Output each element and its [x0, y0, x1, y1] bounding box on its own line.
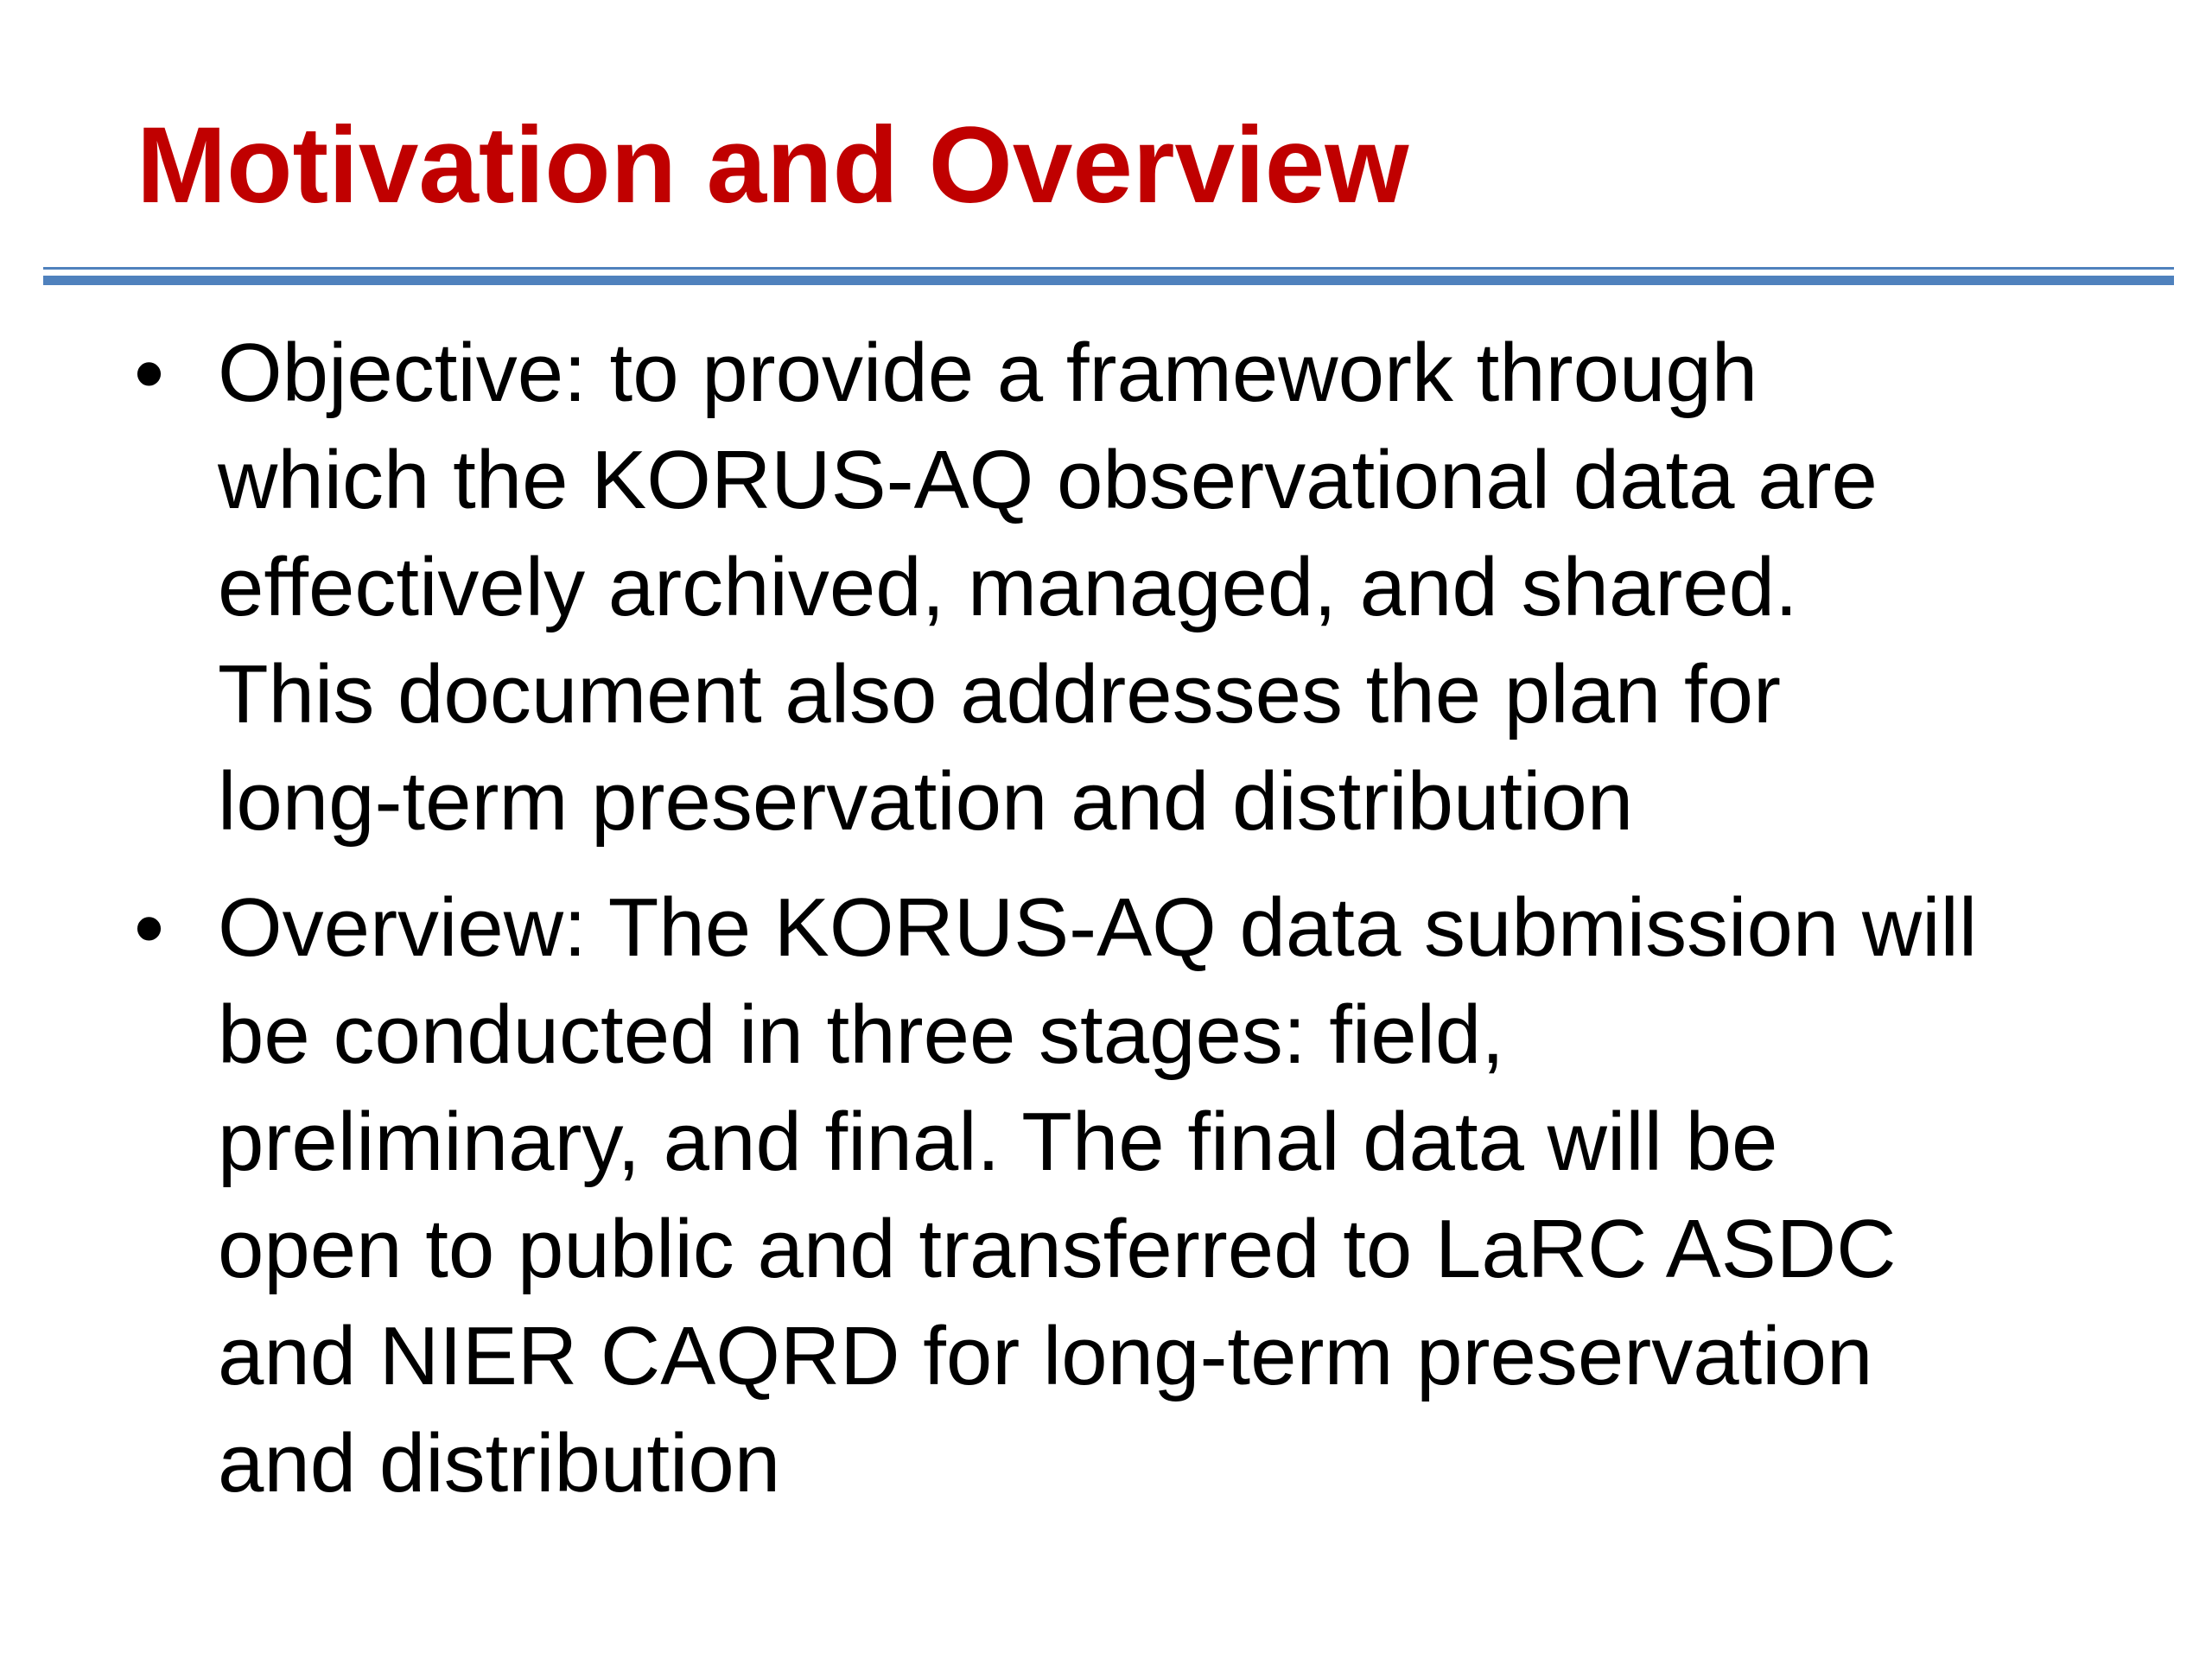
bullet-list [134, 320, 2104, 1536]
title-divider-thin [43, 267, 2174, 270]
bullet-dot-icon: • [134, 880, 165, 976]
bullet-text-objective: Objective: to provide a framework through which the KORUS-AQ observational data are effectively archived, managed, and shared. This document also addresses the plan for long-term preservation and distribution [218, 327, 1878, 848]
bullet-text-overview: Overview: The KORUS-AQ data submission will be conducted in three stages: field, preliminary, and final. The final data will be open to public and transferred to LaRC ASDC and NIER CAQRD for long-term preservation and distribution [218, 881, 1978, 1510]
bullet-dot-icon: • [134, 325, 165, 422]
bullet-overview [134, 874, 2104, 1517]
bullet-objective [134, 320, 2104, 855]
title-divider-thick [43, 276, 2174, 285]
slide-title: Motivation and Overview [137, 105, 1409, 226]
